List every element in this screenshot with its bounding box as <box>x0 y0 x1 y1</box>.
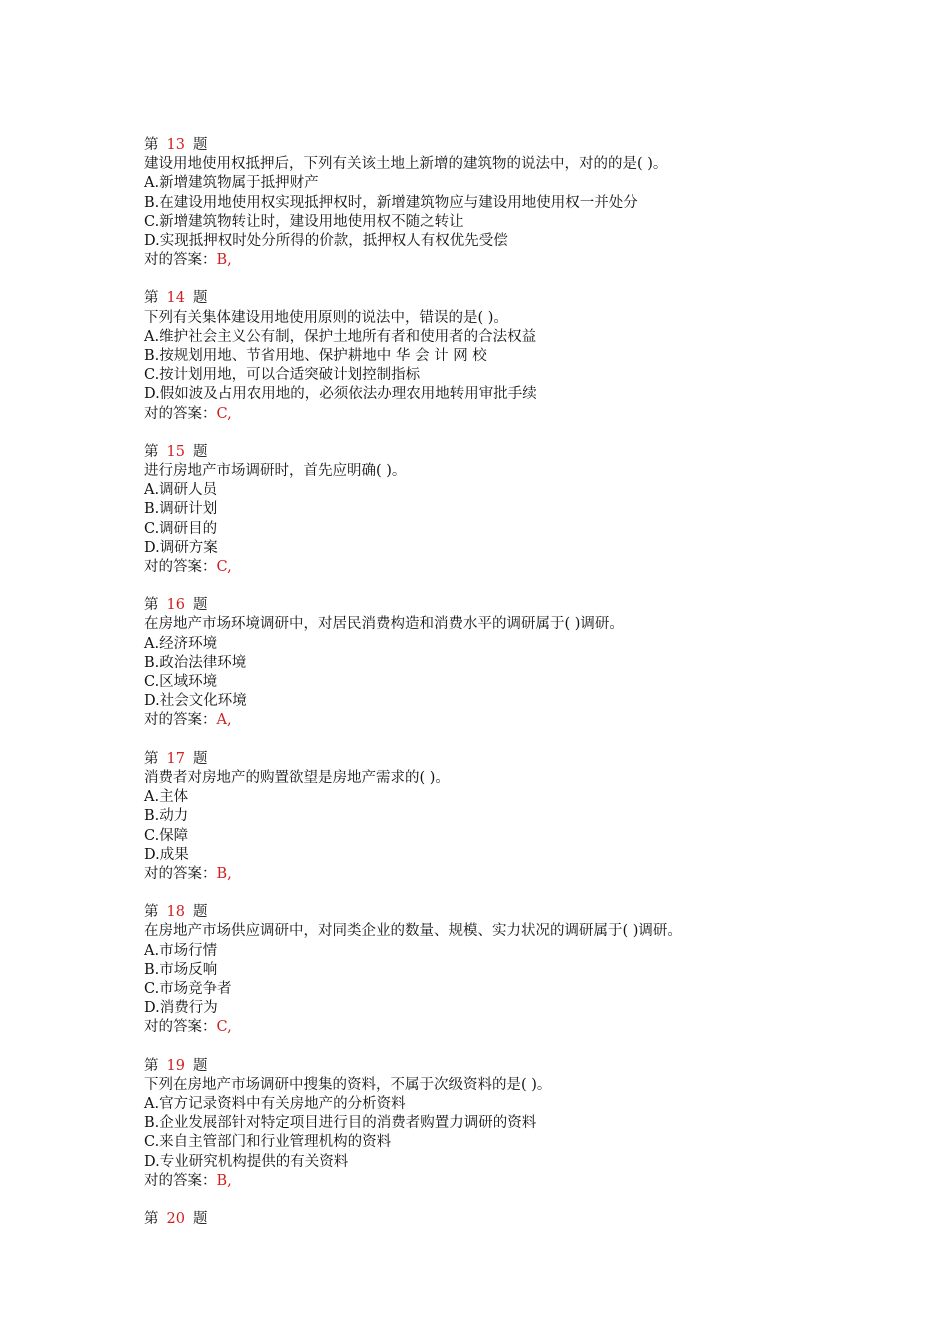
question-suffix: 题 <box>192 1057 208 1074</box>
answer-label: 对的答案： <box>144 1019 217 1036</box>
question-prefix: 第 <box>144 904 159 921</box>
answer-label: 对的答案： <box>144 712 217 729</box>
option-b: B.在建设用地使用权实现抵押权时，新增建筑物应与建设用地使用权一并处分 <box>144 194 638 211</box>
option-d: D.成果 <box>144 846 189 863</box>
question-prefix: 第 <box>144 1057 159 1074</box>
answer-line <box>144 1172 864 1191</box>
question-stem: 消费者对房地产的购置欲望是房地产需求的( )。 <box>144 769 450 786</box>
question-prefix: 第 <box>144 750 159 767</box>
question-number: 18 <box>166 904 185 921</box>
question-header <box>144 750 864 769</box>
option-b: B.调研计划 <box>144 501 218 518</box>
question-number: 17 <box>166 750 185 767</box>
question-16 <box>144 596 864 730</box>
question-suffix: 题 <box>192 137 208 153</box>
question-header <box>144 1210 864 1229</box>
option-c: C.来自主管部门和行业管理机构的资料 <box>144 1134 392 1151</box>
option-b: B.市场反响 <box>144 961 218 978</box>
question-suffix: 题 <box>192 1210 208 1227</box>
question-stem: 下列有关集体建设用地使用原则的说法中，错误的是( )。 <box>144 309 508 326</box>
option-c: C.新增建筑物转让时，建设用地使用权不随之转让 <box>144 213 464 230</box>
answer-value: C, <box>216 559 232 576</box>
question-prefix: 第 <box>144 443 159 460</box>
question-number: 13 <box>166 137 185 153</box>
question-prefix: 第 <box>144 290 159 307</box>
option-a: A.维护社会主义公有制，保护土地所有者和使用者的合法权益 <box>144 328 537 345</box>
answer-label: 对的答案： <box>144 865 217 882</box>
question-number: 20 <box>166 1210 185 1227</box>
question-prefix: 第 <box>144 597 159 614</box>
option-d: D.社会文化环境 <box>144 693 247 710</box>
option-b: B.企业发展部针对特定项目进行目的消费者购置力调研的资料 <box>144 1115 537 1132</box>
option-b: B.动力 <box>144 808 189 825</box>
answer-label: 对的答案： <box>144 405 217 422</box>
option-d: D.调研方案 <box>144 539 218 556</box>
question-suffix: 题 <box>192 290 208 307</box>
option-d: D.假如波及占用农用地的，必须依法办理农用地转用审批手续 <box>144 386 537 403</box>
option-a: A.新增建筑物属于抵押财产 <box>144 175 319 192</box>
question-number: 19 <box>166 1057 185 1074</box>
answer-value: B, <box>216 252 232 269</box>
option-a: A.市场行情 <box>144 942 218 959</box>
option-d: D.实现抵押权时处分所得的价款，抵押权人有权优先受偿 <box>144 233 508 250</box>
question-header <box>144 443 864 462</box>
question-header <box>144 903 864 922</box>
answer-value: C, <box>216 1019 232 1036</box>
answer-line <box>144 558 864 577</box>
question-suffix: 题 <box>192 750 208 767</box>
question-17 <box>144 750 864 884</box>
question-15 <box>144 443 864 577</box>
question-suffix: 题 <box>192 597 208 614</box>
exam-page <box>144 136 864 1248</box>
answer-value: C, <box>216 405 232 422</box>
question-header <box>144 289 864 308</box>
answer-value: B, <box>216 1172 232 1189</box>
question-stem: 下列在房地产市场调研中搜集的资料，不属于次级资料的是( )。 <box>144 1076 552 1093</box>
question-18 <box>144 903 864 1037</box>
option-a: A.经济环境 <box>144 635 218 652</box>
question-number: 14 <box>166 290 185 307</box>
question-header <box>144 596 864 615</box>
question-stem: 进行房地产市场调研时，首先应明确( )。 <box>144 463 407 480</box>
question-13 <box>144 136 864 270</box>
option-b: B.政治法律环境 <box>144 654 247 671</box>
question-20 <box>144 1210 864 1229</box>
option-d: D.消费行为 <box>144 1000 218 1017</box>
answer-line <box>144 711 864 730</box>
question-stem: 在房地产市场环境调研中，对居民消费构造和消费水平的调研属于( )调研。 <box>144 616 624 633</box>
answer-line <box>144 865 864 884</box>
option-a: A.主体 <box>144 789 189 806</box>
question-stem: 建设用地使用权抵押后，下列有关该土地上新增的建筑物的说法中，对的的是( )。 <box>144 156 668 173</box>
answer-line <box>144 1018 864 1037</box>
question-prefix: 第 <box>144 137 159 153</box>
question-14 <box>144 289 864 423</box>
question-number: 16 <box>166 597 185 614</box>
answer-label: 对的答案： <box>144 252 217 269</box>
option-c: C.市场竞争者 <box>144 980 232 997</box>
question-header <box>144 1057 864 1076</box>
answer-value: A, <box>216 712 232 729</box>
option-a: A.官方记录资料中有关房地产的分析资料 <box>144 1095 406 1112</box>
option-c: C.调研目的 <box>144 520 218 537</box>
option-c: C.按计划用地，可以合适突破计划控制指标 <box>144 367 421 384</box>
answer-label: 对的答案： <box>144 559 217 576</box>
question-suffix: 题 <box>192 904 208 921</box>
option-a: A.调研人员 <box>144 482 218 499</box>
option-d: D.专业研究机构提供的有关资料 <box>144 1153 349 1170</box>
question-suffix: 题 <box>192 443 208 460</box>
answer-line <box>144 405 864 424</box>
question-number: 15 <box>166 443 185 460</box>
option-c: C.区域环境 <box>144 674 218 691</box>
question-19 <box>144 1057 864 1191</box>
answer-value: B, <box>216 865 232 882</box>
answer-line <box>144 251 864 270</box>
question-prefix: 第 <box>144 1210 159 1227</box>
question-stem: 在房地产市场供应调研中，对同类企业的数量、规模、实力状况的调研属于( )调研。 <box>144 923 682 940</box>
answer-label: 对的答案： <box>144 1172 217 1189</box>
question-header <box>144 136 864 155</box>
option-b: B.按规划用地、节省用地、保护耕地中 华 会 计 网 校 <box>144 348 487 365</box>
option-c: C.保障 <box>144 827 189 844</box>
